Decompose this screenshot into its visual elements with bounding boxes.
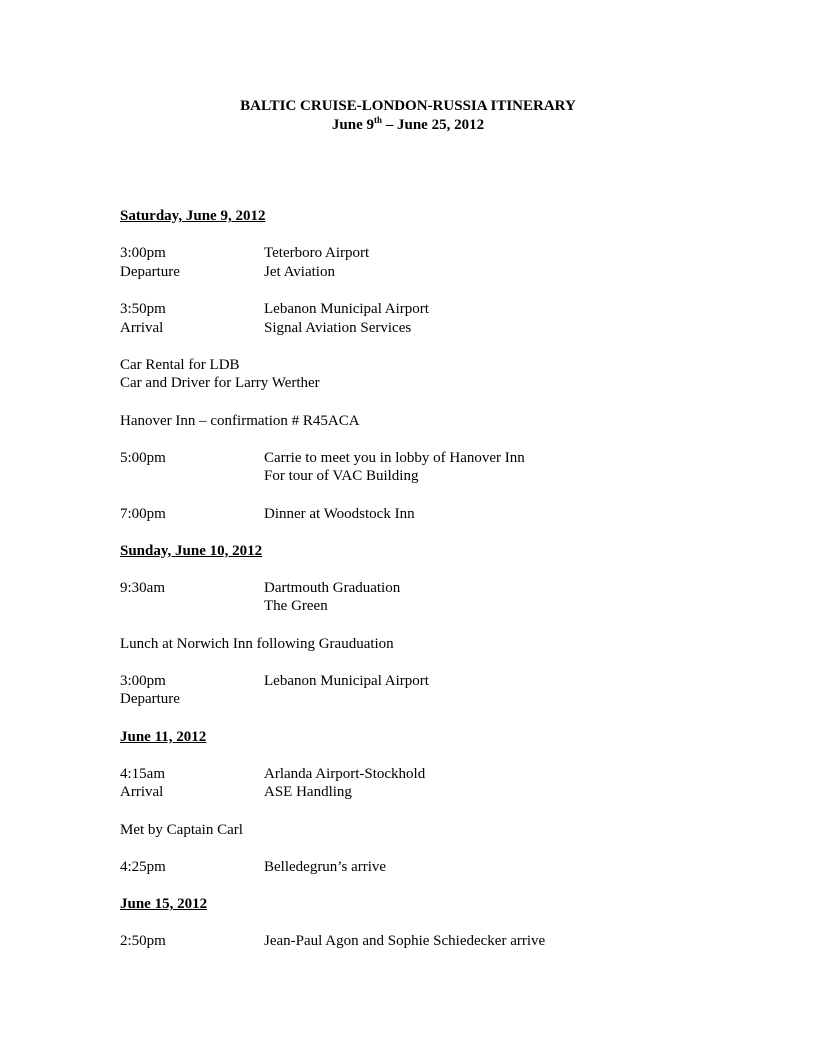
entry-detail: ASE Handling <box>264 784 352 801</box>
note-group <box>120 412 720 431</box>
entry-time-column <box>120 765 264 802</box>
entry-status: Departure <box>120 263 180 280</box>
document-header <box>0 97 816 135</box>
entry-time-column <box>120 244 264 281</box>
day-section <box>120 207 720 523</box>
entry-detail: Dinner at Woodstock Inn <box>264 505 415 522</box>
entry-time: 5:00pm <box>120 449 166 466</box>
document-title: BALTIC CRUISE-LONDON-RUSSIA ITINERARY <box>240 98 576 114</box>
entry-detail-column <box>264 244 720 281</box>
entry-time-column <box>120 672 264 709</box>
schedule-entry <box>120 244 720 281</box>
entry-detail-column <box>264 505 720 524</box>
note-group <box>120 821 720 840</box>
schedule-entry <box>120 932 720 951</box>
entry-detail-column <box>264 765 720 802</box>
entry-time-column <box>120 932 264 951</box>
entry-time: 4:15am <box>120 765 165 782</box>
date-heading: Sunday, June 10, 2012 <box>120 542 263 559</box>
entry-detail: Belledegrun’s arrive <box>264 858 387 875</box>
entry-detail: The Green <box>264 598 328 615</box>
entry-time-column <box>120 858 264 877</box>
entry-status: Departure <box>120 691 180 708</box>
schedule-entry <box>120 300 720 337</box>
date-range-start: June 9 <box>331 117 374 133</box>
entry-detail: Carrie to meet you in lobby of Hanover Inn <box>264 449 525 466</box>
schedule-entry <box>120 672 720 709</box>
entry-detail: Arlanda Airport-Stockhold <box>264 765 426 782</box>
entry-time: 2:50pm <box>120 933 166 950</box>
entry-detail-column <box>264 579 720 616</box>
entry-time: 3:50pm <box>120 300 166 317</box>
day-section <box>120 728 720 877</box>
entry-time-column <box>120 505 264 524</box>
entry-time: 3:00pm <box>120 672 166 689</box>
note-line: Met by Captain Carl <box>120 821 243 838</box>
note-line: Lunch at Norwich Inn following Grauduation <box>120 635 394 652</box>
date-range-ordinal: th <box>373 115 382 125</box>
day-section <box>120 542 720 709</box>
entry-time-column <box>120 449 264 486</box>
entry-detail: For tour of VAC Building <box>264 468 419 485</box>
note-line: Car and Driver for Larry Werther <box>120 375 320 392</box>
date-range-end: – June 25, 2012 <box>382 117 485 133</box>
note-line: Car Rental for LDB <box>120 356 240 373</box>
schedule-entry <box>120 765 720 802</box>
entry-time: 3:00pm <box>120 245 166 262</box>
entry-status: Arrival <box>120 784 164 801</box>
entry-time: 9:30am <box>120 579 165 596</box>
entry-detail: Dartmouth Graduation <box>264 579 401 596</box>
date-heading: June 15, 2012 <box>120 895 208 912</box>
schedule-entry <box>120 579 720 616</box>
schedule-entry <box>120 505 720 524</box>
entry-status: Arrival <box>120 319 164 336</box>
date-heading: Saturday, June 9, 2012 <box>120 208 266 224</box>
entry-detail: Jean-Paul Agon and Sophie Schiedecker arrive <box>264 933 546 950</box>
entry-time-column <box>120 300 264 337</box>
entry-detail: Lebanon Municipal Airport <box>264 672 429 689</box>
note-group <box>120 635 720 654</box>
date-heading: June 11, 2012 <box>120 728 207 745</box>
entry-detail: Lebanon Municipal Airport <box>264 300 429 317</box>
entry-detail-column <box>264 932 720 951</box>
entry-detail-column <box>264 672 720 709</box>
document-date-range <box>0 116 816 135</box>
note-group <box>120 356 720 393</box>
entry-detail: Signal Aviation Services <box>264 319 412 336</box>
note-line: Hanover Inn – confirmation # R45ACA <box>120 412 360 429</box>
day-section <box>120 895 720 951</box>
entry-detail-column <box>264 449 720 486</box>
schedule-entry <box>120 449 720 486</box>
schedule-entry <box>120 858 720 877</box>
entry-detail: Teterboro Airport <box>264 245 370 262</box>
entry-time: 4:25pm <box>120 858 166 875</box>
itinerary-body <box>120 207 720 969</box>
entry-detail-column <box>264 858 720 877</box>
entry-detail-column <box>264 300 720 337</box>
entry-detail: Jet Aviation <box>264 263 335 280</box>
entry-time-column <box>120 579 264 616</box>
entry-time: 7:00pm <box>120 505 166 522</box>
